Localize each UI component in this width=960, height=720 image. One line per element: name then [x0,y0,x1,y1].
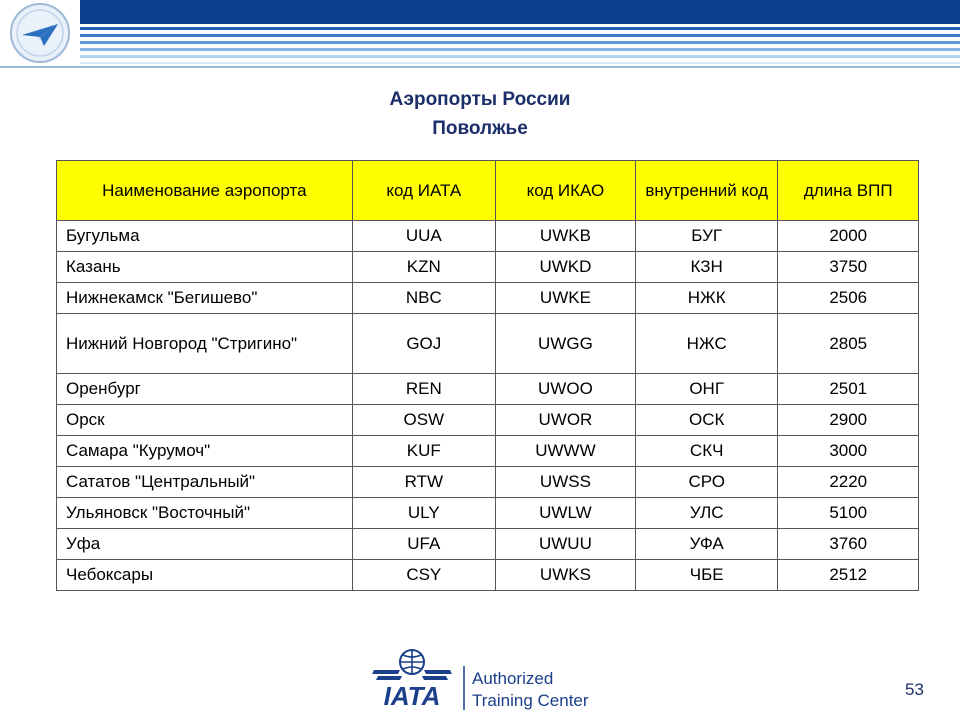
table-row [57,405,919,436]
column-header-icao: код ИКАО [495,161,635,221]
cell-runway-length: 2501 [778,374,919,405]
cell-icao-code: UWOR [495,405,635,436]
table-row [57,560,919,591]
cell-internal-code: СКЧ [635,436,778,467]
cell-iata-code: KZN [352,252,495,283]
footer-brand: IATA [383,681,441,711]
cell-internal-code: СРО [635,467,778,498]
cell-runway-length: 2000 [778,221,919,252]
cell-runway-length: 3760 [778,529,919,560]
cell-runway-length: 3000 [778,436,919,467]
cell-runway-length: 2506 [778,283,919,314]
cell-iata-code: NBC [352,283,495,314]
cell-airport-name: Казань [57,252,353,283]
cell-iata-code: KUF [352,436,495,467]
cell-runway-length: 2900 [778,405,919,436]
header-band [0,0,960,68]
page-title: Аэропорты России [389,89,571,110]
cell-icao-code: UWGG [495,314,635,374]
table-row [57,252,919,283]
footer-tagline-1: Authorized [472,669,554,688]
cell-iata-code: UUA [352,221,495,252]
table-row [57,374,919,405]
table-row [57,283,919,314]
cell-iata-code: REN [352,374,495,405]
cell-iata-code: ULY [352,498,495,529]
cell-runway-length: 2805 [778,314,919,374]
table-row [57,436,919,467]
table-header-row [57,161,919,221]
table-row [57,467,919,498]
column-header-runway-length: длина ВПП [778,161,919,221]
cell-icao-code: UWLW [495,498,635,529]
cell-internal-code: УФА [635,529,778,560]
airplane-circle-logo-icon [4,2,76,64]
header-divider [0,66,960,68]
cell-runway-length: 2220 [778,467,919,498]
column-header-internal-code: внутренний код [635,161,778,221]
cell-iata-code: GOJ [352,314,495,374]
table-row [57,529,919,560]
cell-icao-code: UWSS [495,467,635,498]
page-number: 53 [905,680,924,699]
cell-airport-name: Нижний Новгород "Стригино" [57,314,353,374]
cell-internal-code: ЧБЕ [635,560,778,591]
cell-icao-code: UWKS [495,560,635,591]
cell-runway-length: 5100 [778,498,919,529]
cell-airport-name: Нижнекамск "Бегишево" [57,283,353,314]
cell-icao-code: UWUU [495,529,635,560]
cell-runway-length: 3750 [778,252,919,283]
logo-area [0,0,80,66]
cell-icao-code: UWKE [495,283,635,314]
column-header-name: Наименование аэропорта [57,161,353,221]
cell-iata-code: OSW [352,405,495,436]
cell-iata-code: RTW [352,467,495,498]
table-row [57,314,919,374]
cell-airport-name: Оренбург [57,374,353,405]
cell-internal-code: ОНГ [635,374,778,405]
footer-tagline-2: Training Center [472,691,589,710]
cell-airport-name: Самара "Курумоч" [57,436,353,467]
cell-iata-code: UFA [352,529,495,560]
cell-runway-length: 2512 [778,560,919,591]
cell-airport-name: Сататов "Центральный" [57,467,353,498]
cell-internal-code: НЖК [635,283,778,314]
cell-iata-code: CSY [352,560,495,591]
cell-internal-code: УЛС [635,498,778,529]
cell-icao-code: UWWW [495,436,635,467]
cell-icao-code: UWKD [495,252,635,283]
cell-airport-name: Ульяновск "Восточный" [57,498,353,529]
cell-internal-code: КЗН [635,252,778,283]
cell-internal-code: НЖС [635,314,778,374]
airports-table [56,160,919,591]
cell-airport-name: Бугульма [57,221,353,252]
header-stripes [80,0,960,66]
cell-airport-name: Орск [57,405,353,436]
cell-internal-code: ОСК [635,405,778,436]
table-row [57,221,919,252]
iata-training-center-logo [372,648,589,714]
table-row [57,498,919,529]
cell-internal-code: БУГ [635,221,778,252]
cell-icao-code: UWKB [495,221,635,252]
cell-icao-code: UWOO [495,374,635,405]
column-header-iata: код ИАТА [352,161,495,221]
cell-airport-name: Уфа [57,529,353,560]
iata-globe-icon [372,648,589,714]
page-subtitle: Поволжье [432,118,528,139]
cell-airport-name: Чебоксары [57,560,353,591]
